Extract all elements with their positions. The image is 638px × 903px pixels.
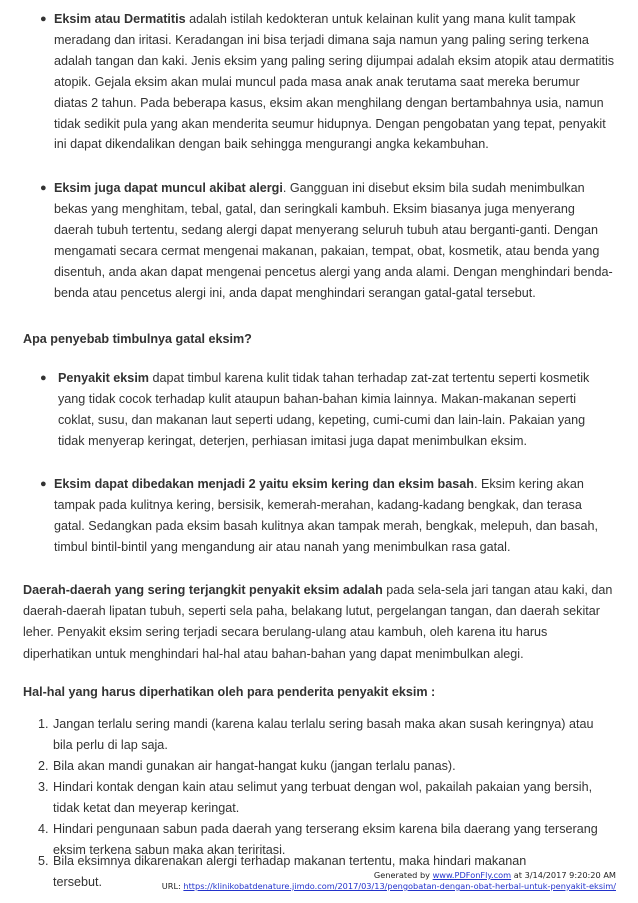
item-text: Hindari kontak dengan kain atau selimut yang terbuat dengan wol, pakailah pakaian yang bersih, tidak ketat dan meyerap keringat.	[53, 780, 593, 815]
item-number: 1.	[38, 717, 49, 731]
bullet-bold: Eksim juga dapat muncul akibat alergi	[54, 181, 283, 195]
bullet-text: adalah istilah kedokteran untuk kelainan kulit yang mana kulit tampak meradang dan iritasi. Keradangan ini bisa terjadi dimana saja namun yang paling sering terkena adalah tangan dan kaki. Jenis eksim yang paling sering dijumpai adalah eksim atopik atau dermatitis atopik. Gejala eksim akan mulai muncul pada masa anak anak terutama saat mereka berumur diatas 2 tahun. Pada beberapa kasus, eksim akan menghilang dengan bertambahnya usia, namun tidak sedikit pula yang akan menderita seumur hidupnya. Dengan pengobatan yang tepat, penyakit ini dapat dikendalikan dengan baik sehingga mengurangi angka kekambuhan.	[54, 12, 615, 152]
footer-generated-suffix: at 3/14/2017 9:20:20 AM	[511, 870, 616, 880]
numbered-item-1	[38, 714, 613, 756]
footer-generator-link[interactable]: www.PDFonFly.com	[432, 870, 512, 880]
bullet-icon: ●	[40, 13, 47, 25]
paragraph-daerah-eksim	[23, 580, 618, 665]
footer-url-link[interactable]: https://klinikobatdenature.jimdo.com/2017/03/13/pengobatan-dengan-obat-herbal-untuk-penyakit-eksim/	[183, 881, 616, 891]
bullet-text: . Gangguan ini disebut eksim bila sudah menimbulkan bekas yang menghitam, tebal, gatal, dan seringkali kambuh. Eksim biasanya juga menyerang daerah tubuh tertentu, sedang alergi dapat menyerang seluruh tubuh atau berganti-ganti. Dengan mengamati secara cermat mengenai makanan, pakaian, tempat, obat, kosmetik, atau benda yang disentuh, anda akan dapat mengenai pencetus alergi yang anda alami. Dengan menghindari benda-benda atau pencetus alergi ini, anda dapat menghindari serangan gatal-gatal tersebut.	[54, 181, 613, 300]
footer-url-prefix: URL:	[161, 881, 184, 891]
bullet-text: . Eksim kering akan tampak pada kulitnya kering, bersisik, kemerah-merahan, kadang-kadang bengkak, dan terasa gatal. Sedangkan pada eksim basah kulitnya akan tampak merah, bengkak, melepuh, dan basah, timbul bintil-bintil yang mengandung air atau nanah yang menimbulkan rasa gatal.	[54, 477, 598, 554]
bullet-text: dapat timbul karena kulit tidak tahan terhadap zat-zat tertentu seperti kosmetik yang tidak cocok terhadap kulit ataupun bahan-bahan kimia lainnya. Makan-makanan seperti coklat, susu, dan makanan laut seperti udang, kepeting, cumi-cumi dan lain-lain. Pakaian yang tidak menyerap keringat, deterjen, perhiasan imitasi juga dapat menimbulkan eksim.	[58, 371, 590, 448]
numbered-item-3	[38, 777, 613, 819]
paragraph-text: pada sela-sela jari tangan atau kaki, dan daerah-daerah lipatan tubuh, seperti sela paha, belakang lutut, pergelangan tangan, dan daerah sekitar leher. Penyakit eksim sering terjadi secara berulang-ulang atau kambuh, oleh karena itu harus diperhatikan untuk menghindari hal-hal atau bahan-bahan yang dapat menimbulkan alegi.	[23, 583, 613, 661]
footer-generated	[370, 870, 616, 880]
bullet-item-eksim-dermatitis	[40, 9, 615, 155]
bullet-icon: ●	[40, 372, 47, 384]
item-text: Bila akan mandi gunakan air hangat-hangat kuku (jangan terlalu panas).	[53, 759, 456, 773]
item-number: 2.	[38, 759, 49, 773]
bullet-item-penyakit-eksim	[40, 368, 615, 452]
bullet-icon: ●	[40, 478, 47, 490]
bullet-item-eksim-alergi	[40, 178, 615, 303]
bullet-bold: Penyakit eksim	[58, 371, 150, 385]
item-text: Bila eksimnya dikarenakan alergi terhadap makanan tertentu, maka hindari makanan tersebut.	[53, 854, 527, 889]
paragraph-bold: Daerah-daerah yang sering terjangkit penyakit eksim adalah	[23, 583, 383, 597]
item-text: Jangan terlalu sering mandi (karena kalau terlalu sering basah maka akan susah keringnya) atau bila perlu di lap saja.	[53, 717, 594, 752]
bullet-bold: Eksim dapat dibedakan menjadi 2 yaitu eksim kering dan eksim basah	[54, 477, 474, 491]
section-heading-penyebab: Apa penyebab timbulnya gatal eksim?	[23, 332, 252, 346]
bullet-icon: ●	[40, 182, 47, 194]
bullet-bold: Eksim atau Dermatitis	[54, 12, 186, 26]
item-number: 3.	[38, 780, 49, 794]
numbered-item-2	[38, 756, 613, 777]
footer-generated-prefix: Generated by	[373, 870, 433, 880]
section-heading-hal-hal: Hal-hal yang harus diperhatikan oleh para penderita penyakit eksim :	[23, 685, 436, 699]
footer-url	[158, 881, 616, 891]
bullet-item-eksim-kering-basah	[40, 474, 615, 558]
item-number: 4.	[38, 822, 49, 836]
item-number: 5.	[38, 854, 49, 868]
item-text: Hindari pengunaan sabun pada daerah yang terserang eksim karena bila daerang yang terserang eksim terkena sabun maka akan teriritasi.	[53, 822, 598, 857]
